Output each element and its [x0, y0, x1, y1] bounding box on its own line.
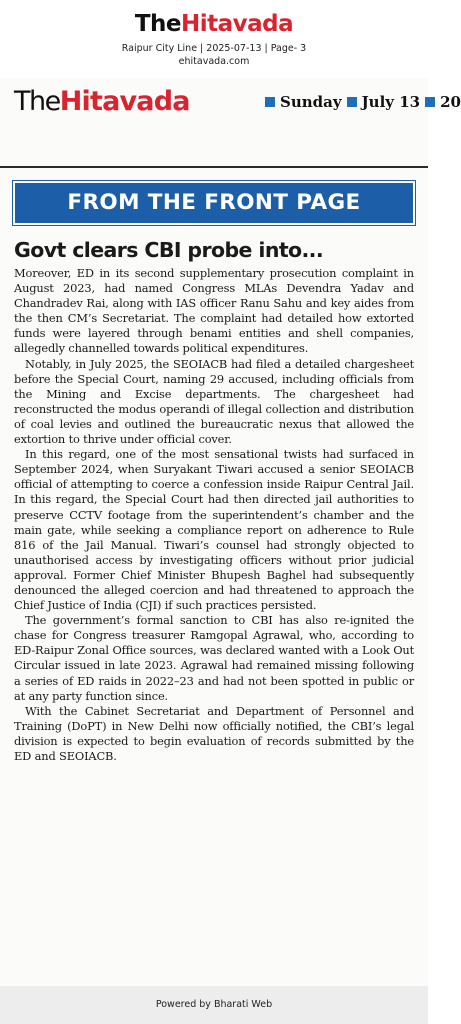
article-body	[14, 266, 414, 764]
square-bullet-icon	[425, 97, 435, 107]
masthead-date-text: July 13	[361, 93, 421, 111]
masthead-logo-the: The	[14, 86, 60, 117]
square-bullet-icon	[347, 97, 357, 107]
masthead-day: Sunday	[280, 93, 342, 111]
masthead-logo-hitavada: Hitavada	[59, 86, 190, 117]
powered-by-link[interactable]: Powered by Bharati Web	[155, 999, 273, 1010]
logo-hitavada: Hitavada	[181, 11, 294, 37]
masthead-logo	[14, 82, 190, 122]
site-header	[0, 0, 428, 78]
article-paragraph: Moreover, ED in its second supplementary prosecution complaint in August 2023, had named Congress MLAs Devendra Yadav and Chandradev Rai, along with IAS officer Ranu Sahu and key aides from the then CM’s Secretariat. The complaint had detailed how extorted funds were layered through benami entities and shell companies, allegedly channelled towards political expenditures.	[14, 266, 414, 356]
masthead-divider	[0, 166, 428, 168]
logo-the: The	[134, 11, 181, 37]
section-banner	[12, 180, 416, 226]
article-headline: Govt clears CBI probe into...	[14, 238, 324, 262]
masthead-year: 20	[440, 93, 461, 111]
website-link[interactable]: ehitavada.com	[178, 56, 250, 67]
square-bullet-icon	[265, 97, 275, 107]
site-footer	[0, 986, 428, 1024]
article-paragraph: Notably, in July 2025, the SEOIACB had filed a detailed chargesheet before the Special Court, naming 29 accused, including officials from the Mining and Excise departments. The chargesheet had reconstructed the modus operandi of illegal collection and distribution of coal levies and outlined the bureaucratic nexus that allowed the extortion to thrive under official cover.	[14, 356, 414, 447]
section-banner-text: FROM THE FRONT PAGE	[67, 190, 361, 215]
article-paragraph: In this regard, one of the most sensational twists had surfaced in September 2024, when Suryakant Tiwari accused a senior SEOIACB official of attempting to coerce a confession inside Raipur Central Jail. In this regard, the Special Court had then directed jail authorities to preserve CCTV footage from the superintendent’s chamber and the main gate, while seeking a compliance report on adherence to Rule 816 of the Jail Manual. Tiwari’s counsel had strongly objected to unauthorised access by investigating officers without prior judicial approval. Former Chief Minister Bhupesh Baghel had subsequently denounced the alleged coercion and had threatened to approach the Chief Justice of India (CJI) if such practices persisted.	[14, 447, 414, 613]
masthead-date	[260, 82, 461, 122]
edition-line: Raipur City Line | 2025-07-13 | Page- 3	[121, 43, 307, 54]
site-logo[interactable]	[0, 9, 428, 39]
newspaper-clipping	[0, 78, 461, 986]
article-paragraph: With the Cabinet Secretariat and Department of Personnel and Training (DoPT) in New Delhi now officially notified, the CBI’s legal division is expected to begin evaluation of records submitted by the ED and SEOIACB.	[14, 703, 414, 763]
article-paragraph: The government’s formal sanction to CBI has also re-ignited the chase for Congress treasurer Ramgopal Agrawal, who, according to ED-Raipur Zonal Office sources, was declared wanted with a Look Out Circular issued in late 2023. Agrawal had remained missing following a series of ED raids in 2022–23 and had not been spotted in public or at any party function since.	[14, 613, 414, 703]
